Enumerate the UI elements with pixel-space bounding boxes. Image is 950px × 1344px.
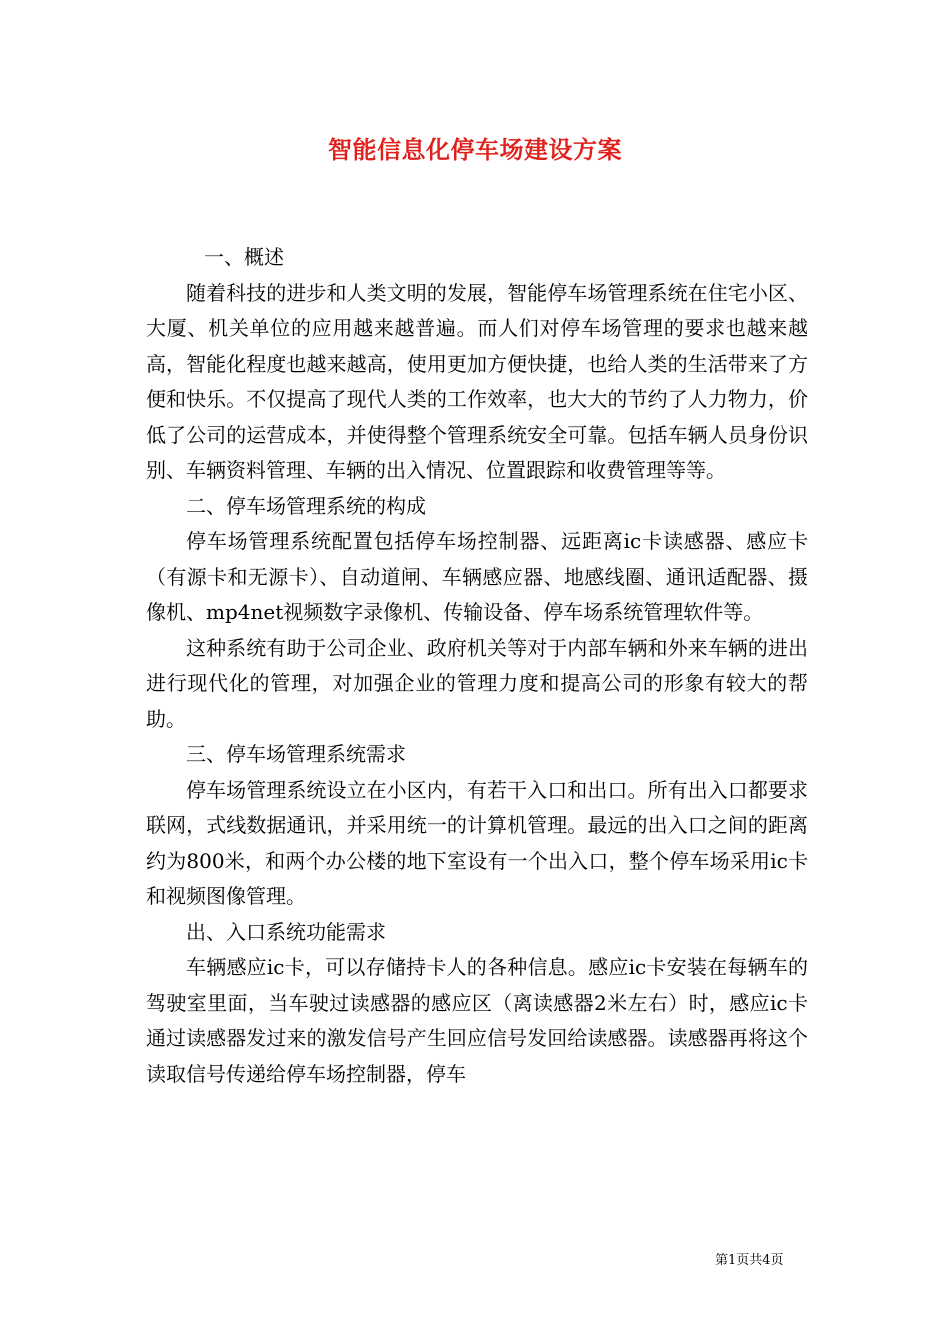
page-number-footer: 第1页共4页 xyxy=(715,1253,784,1268)
paragraph-benefits: 这种系统有助于公司企业、政府机关等对于内部车辆和外来车辆的进出进行现代化的管理，对加强企业的管理力度和提高公司的形象有较大的帮助。 xyxy=(146,635,808,731)
paragraph-entry-exit: 车辆感应ic卡，可以存储持卡人的各种信息。感应ic卡安装在每辆车的驾驶室里面，当车驶过读感器的感应区（离读感器2米左右）时，感应ic卡通过读感器发过来的激发信号产生回应信号发回给读感器。读感器再将这个读取信号传递给停车场控制器，停车 xyxy=(146,955,808,1086)
paragraph-composition: 停车场管理系统配置包括停车场控制器、远距离ic卡读感器、感应卡（有源卡和无源卡）、自动道闸、车辆感应器、地感线圈、通讯适配器、摄像机、mp4net视频数字录像机、传输设备、停车场系统管理软件等。 xyxy=(146,529,808,624)
section-heading-entry-exit: 出、入口系统功能需求 xyxy=(186,919,386,944)
paragraph-overview: 随着科技的进步和人类文明的发展，智能停车场管理系统在住宅小区、大厦、机关单位的应用越来越普遍。而人们对停车场管理的要求也越来越高，智能化程度也越来越高，使用更加方便快捷，也给人类的生活带来了方便和快乐。不仅提高了现代人类的工作效率，也大大的节约了人力物力，价低了公司的运营成本，并使得整个管理系统安全可靠。包括车辆人员身份识别、车辆资料管理、车辆的出入情况、位置跟踪和收费管理等等。 xyxy=(146,280,808,482)
section-heading-composition: 二、停车场管理系统的构成 xyxy=(186,493,426,518)
document-title: 智能信息化停车场建设方案 xyxy=(328,135,622,164)
section-heading-requirements: 三、停车场管理系统需求 xyxy=(186,742,406,766)
paragraph-requirements: 停车场管理系统设立在小区内，有若干入口和出口。所有出入口都要求联网，式线数据通讯，并采用统一的计算机管理。最远的出入口之间的距离约为800米，和两个办公楼的地下室设有一个出入口，整个停车场采用ic卡和视频图像管理。 xyxy=(146,777,808,908)
document-body xyxy=(146,240,808,1092)
section-heading-overview: 一、概述 xyxy=(204,245,284,269)
